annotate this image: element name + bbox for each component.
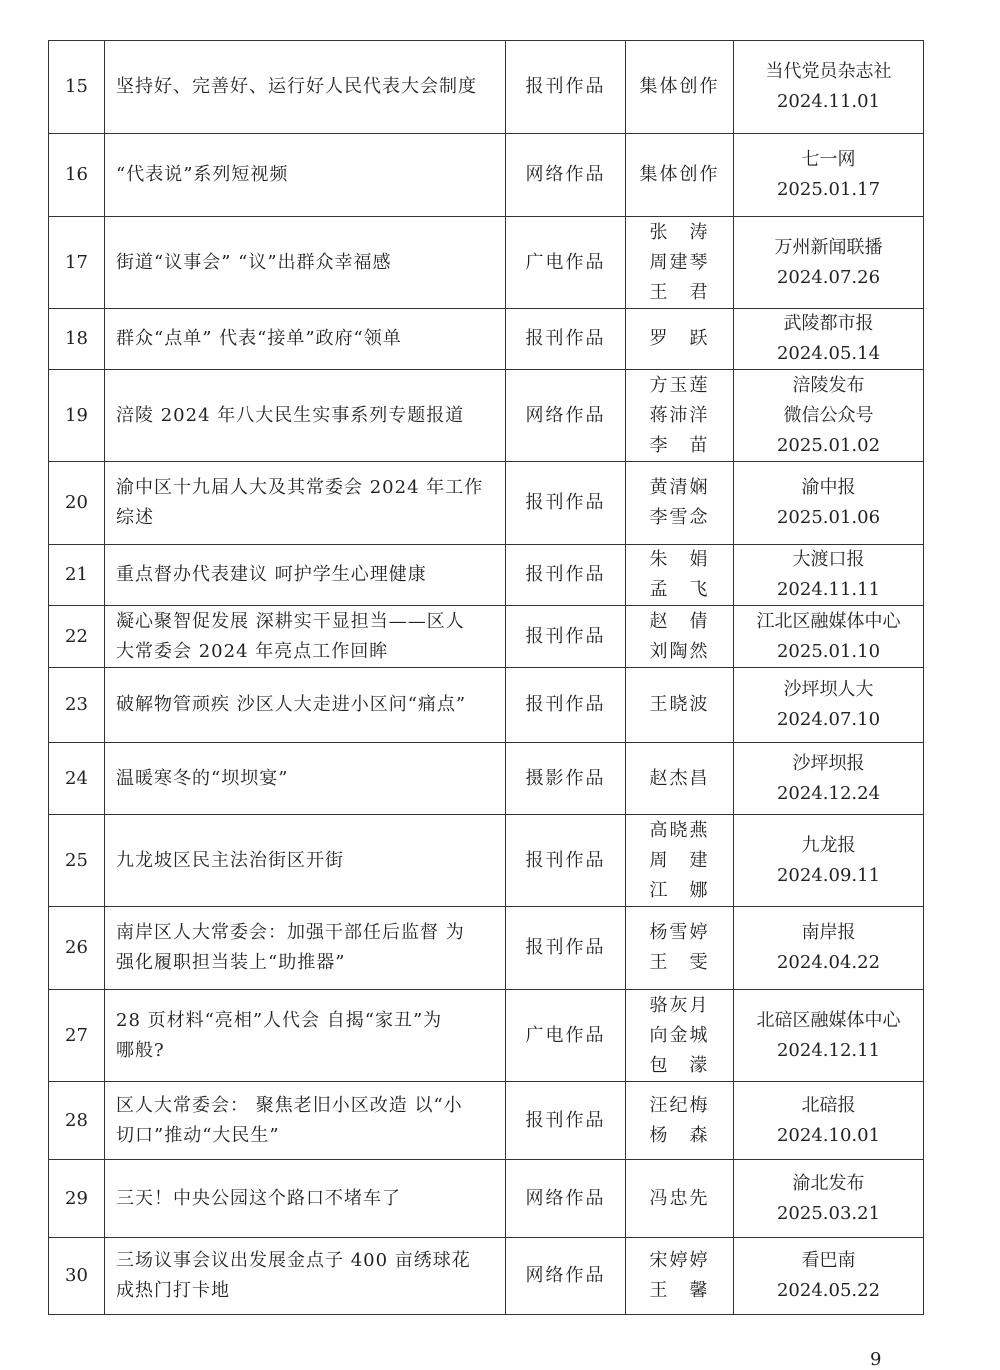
author-name: 赵杰昌 (649, 767, 710, 789)
publication-source (734, 1082, 924, 1160)
source-line: 2024.07.10 (776, 709, 881, 730)
publication-source (734, 1238, 924, 1315)
author-name: 周建琴 (649, 251, 710, 273)
author-name: 王 雯 (649, 952, 710, 973)
table-row (49, 907, 924, 990)
author-name: 杨雪婷 (649, 922, 710, 943)
source-line: 2024.10.01 (776, 1124, 881, 1146)
source-line: 北碚报 (801, 1094, 856, 1116)
table-row (49, 41, 924, 134)
author-name: 集体创作 (639, 164, 720, 185)
work-type: 网络作品 (506, 1160, 626, 1238)
work-title-line: 大常委会 2024 年亮点工作回眸 (116, 640, 389, 662)
source-line: 武陵都市报 (783, 313, 874, 334)
publication-source (734, 462, 924, 545)
author-name: 王晓波 (649, 694, 710, 715)
row-number: 20 (49, 462, 105, 545)
source-line: 2024.05.22 (776, 1280, 881, 1301)
author-name: 孟 飞 (649, 579, 710, 600)
work-title (105, 907, 506, 990)
row-number: 21 (49, 545, 105, 606)
source-line: 2024.09.11 (776, 864, 881, 886)
table-row (49, 462, 924, 545)
work-title (105, 815, 506, 907)
source-line: 2024.12.24 (776, 782, 881, 804)
work-title (105, 990, 506, 1082)
source-line: 涪陵发布 (792, 374, 865, 396)
row-number: 23 (49, 668, 105, 743)
table-row (49, 668, 924, 743)
source-line: 2024.07.26 (776, 266, 881, 288)
source-line: 江北区融媒体中心 (756, 610, 901, 632)
work-title-line: 九龙坡区民主法治街区开街 (116, 849, 344, 871)
source-line: 2025.03.21 (776, 1202, 881, 1224)
author-name: 宋婷婷 (649, 1250, 710, 1271)
work-type: 网络作品 (506, 370, 626, 462)
work-authors (626, 545, 734, 606)
work-type: 广电作品 (506, 217, 626, 309)
table-row (49, 545, 924, 606)
source-line: 2024.11.01 (776, 91, 881, 112)
table-row (49, 990, 924, 1082)
source-line: 看巴南 (801, 1250, 856, 1271)
author-name: 周 建 (649, 849, 710, 871)
row-number: 16 (49, 134, 105, 217)
author-name: 朱 娟 (649, 549, 710, 570)
work-title (105, 217, 506, 309)
work-authors (626, 1082, 734, 1160)
source-line: 大渡口报 (792, 549, 865, 570)
work-title (105, 743, 506, 815)
work-title (105, 545, 506, 606)
work-type: 报刊作品 (506, 907, 626, 990)
source-line: 2024.11.11 (776, 579, 881, 600)
source-line: 沙坪坝报 (792, 752, 865, 774)
work-title-line: 街道“议事会” “议”出群众幸福感 (116, 251, 392, 273)
work-type: 网络作品 (506, 1238, 626, 1315)
work-type: 报刊作品 (506, 462, 626, 545)
author-name: 刘陶然 (649, 640, 710, 662)
works-table (48, 40, 924, 1315)
author-name: 高晓燕 (649, 819, 710, 841)
author-name: 方玉莲 (649, 374, 710, 396)
work-title (105, 41, 506, 134)
source-line: 2024.04.22 (776, 952, 881, 973)
publication-source (734, 668, 924, 743)
publication-source (734, 545, 924, 606)
author-name: 李雪念 (649, 507, 710, 528)
author-name: 王 馨 (649, 1280, 710, 1301)
publication-source (734, 370, 924, 462)
work-title (105, 606, 506, 668)
work-authors (626, 217, 734, 309)
source-line: 2024.12.11 (776, 1039, 881, 1061)
work-title-line: 凝心聚智促发展 深耕实干显担当——区人 (116, 610, 465, 632)
row-number: 24 (49, 743, 105, 815)
page-number: 9 (870, 1349, 882, 1370)
work-title-line: 三场议事会议出发展金点子 400 亩绣球花 (116, 1250, 471, 1271)
work-authors (626, 606, 734, 668)
source-line: 2025.01.06 (776, 507, 881, 528)
work-authors (626, 743, 734, 815)
row-number: 29 (49, 1160, 105, 1238)
work-title (105, 1082, 506, 1160)
author-name: 赵 倩 (649, 610, 710, 632)
source-line: 2024.05.14 (776, 343, 881, 364)
row-number: 25 (49, 815, 105, 907)
row-number: 15 (49, 41, 105, 134)
table-row (49, 1238, 924, 1315)
work-authors (626, 815, 734, 907)
table-row (49, 1160, 924, 1238)
author-name: 李 苗 (649, 434, 710, 456)
work-title-line: 切口”推动“大民生” (116, 1124, 280, 1146)
author-name: 江 娜 (649, 879, 710, 901)
author-name: 汪纪梅 (649, 1094, 710, 1116)
author-name: 黄清娴 (649, 477, 710, 498)
work-type: 报刊作品 (506, 668, 626, 743)
table-row (49, 1082, 924, 1160)
work-title-line: 强化履职担当装上“助推器” (116, 952, 346, 973)
work-type: 网络作品 (506, 134, 626, 217)
work-authors (626, 370, 734, 462)
work-title-line: 破解物管顽疾 沙区人大走进小区问“痛点” (116, 694, 467, 715)
work-title (105, 668, 506, 743)
author-name: 冯忠先 (649, 1187, 710, 1209)
author-name: 蒋沛洋 (649, 404, 710, 426)
work-authors (626, 990, 734, 1082)
publication-source (734, 907, 924, 990)
work-type: 报刊作品 (506, 545, 626, 606)
work-title-line: 28 页材料“亮相”人代会 自揭“家丑”为 (116, 1009, 443, 1031)
work-title (105, 1238, 506, 1315)
work-title-line: 区人大常委会： 聚焦老旧小区改造 以“小 (116, 1094, 463, 1116)
author-name: 罗 跃 (649, 328, 710, 349)
publication-source (734, 217, 924, 309)
work-title-line: 哪般? (116, 1039, 165, 1061)
row-number: 18 (49, 309, 105, 370)
author-name: 张 涛 (649, 221, 710, 243)
source-line: 2025.01.02 (776, 434, 881, 456)
table-row (49, 309, 924, 370)
publication-source (734, 815, 924, 907)
publication-source (734, 606, 924, 668)
table-row (49, 815, 924, 907)
table-row (49, 743, 924, 815)
row-number: 28 (49, 1082, 105, 1160)
row-number: 30 (49, 1238, 105, 1315)
publication-source (734, 41, 924, 134)
work-type: 摄影作品 (506, 743, 626, 815)
work-title-line: 渝中区十九届人大及其常委会 2024 年工作 (116, 477, 484, 498)
source-line: 2025.01.10 (776, 640, 881, 662)
author-name: 杨 森 (649, 1124, 710, 1146)
work-title (105, 134, 506, 217)
source-line: 微信公众号 (783, 404, 874, 426)
row-number: 27 (49, 990, 105, 1082)
work-type: 报刊作品 (506, 606, 626, 668)
work-title (105, 370, 506, 462)
publication-source (734, 1160, 924, 1238)
author-name: 包 濛 (649, 1054, 710, 1076)
work-title-line: 群众“点单” 代表“接单”政府“领单 (116, 328, 402, 349)
work-title (105, 309, 506, 370)
work-title-line: 重点督办代表建议 呵护学生心理健康 (116, 564, 427, 585)
author-name: 王 君 (649, 281, 710, 303)
work-type: 报刊作品 (506, 1082, 626, 1160)
table-row (49, 217, 924, 309)
author-name: 集体创作 (639, 76, 720, 97)
source-line: 渝北发布 (792, 1172, 865, 1194)
work-title (105, 462, 506, 545)
source-line: 九龙报 (801, 834, 856, 856)
work-authors (626, 134, 734, 217)
table-row (49, 134, 924, 217)
work-authors (626, 907, 734, 990)
work-type: 报刊作品 (506, 309, 626, 370)
work-authors (626, 309, 734, 370)
source-line: 当代党员杂志社 (765, 61, 892, 82)
row-number: 19 (49, 370, 105, 462)
work-title-line: 坚持好、完善好、运行好人民代表大会制度 (116, 76, 477, 97)
work-title-line: 温暖寒冬的“坝坝宴” (116, 767, 289, 789)
works-table-body (49, 41, 924, 1315)
source-line: 南岸报 (801, 922, 856, 943)
publication-source (734, 134, 924, 217)
row-number: 17 (49, 217, 105, 309)
work-title-line: 三天！中央公园这个路口不堵车了 (116, 1187, 401, 1209)
work-authors (626, 1160, 734, 1238)
work-type: 广电作品 (506, 990, 626, 1082)
work-authors (626, 41, 734, 134)
work-type: 报刊作品 (506, 41, 626, 134)
source-line: 北碚区融媒体中心 (756, 1009, 901, 1031)
source-line: 沙坪坝人大 (783, 679, 874, 700)
author-name: 骆灰月 (649, 994, 710, 1016)
publication-source (734, 990, 924, 1082)
work-authors (626, 668, 734, 743)
source-line: 七一网 (801, 149, 856, 170)
work-title (105, 1160, 506, 1238)
work-authors (626, 1238, 734, 1315)
source-line: 2025.01.17 (776, 179, 881, 200)
work-title-line: 综述 (116, 507, 154, 528)
table-row (49, 606, 924, 668)
work-title-line: 南岸区人大常委会：加强干部任后监督 为 (116, 922, 465, 943)
work-authors (626, 462, 734, 545)
source-line: 渝中报 (801, 477, 856, 498)
row-number: 26 (49, 907, 105, 990)
work-title-line: 涪陵 2024 年八大民生实事系列专题报道 (116, 404, 465, 426)
work-title-line: “代表说”系列短视频 (116, 164, 289, 185)
author-name: 向金城 (649, 1024, 710, 1046)
table-row (49, 370, 924, 462)
work-title-line: 成热门打卡地 (116, 1280, 230, 1301)
publication-source (734, 743, 924, 815)
publication-source (734, 309, 924, 370)
source-line: 万州新闻联播 (774, 236, 883, 258)
row-number: 22 (49, 606, 105, 668)
work-type: 报刊作品 (506, 815, 626, 907)
